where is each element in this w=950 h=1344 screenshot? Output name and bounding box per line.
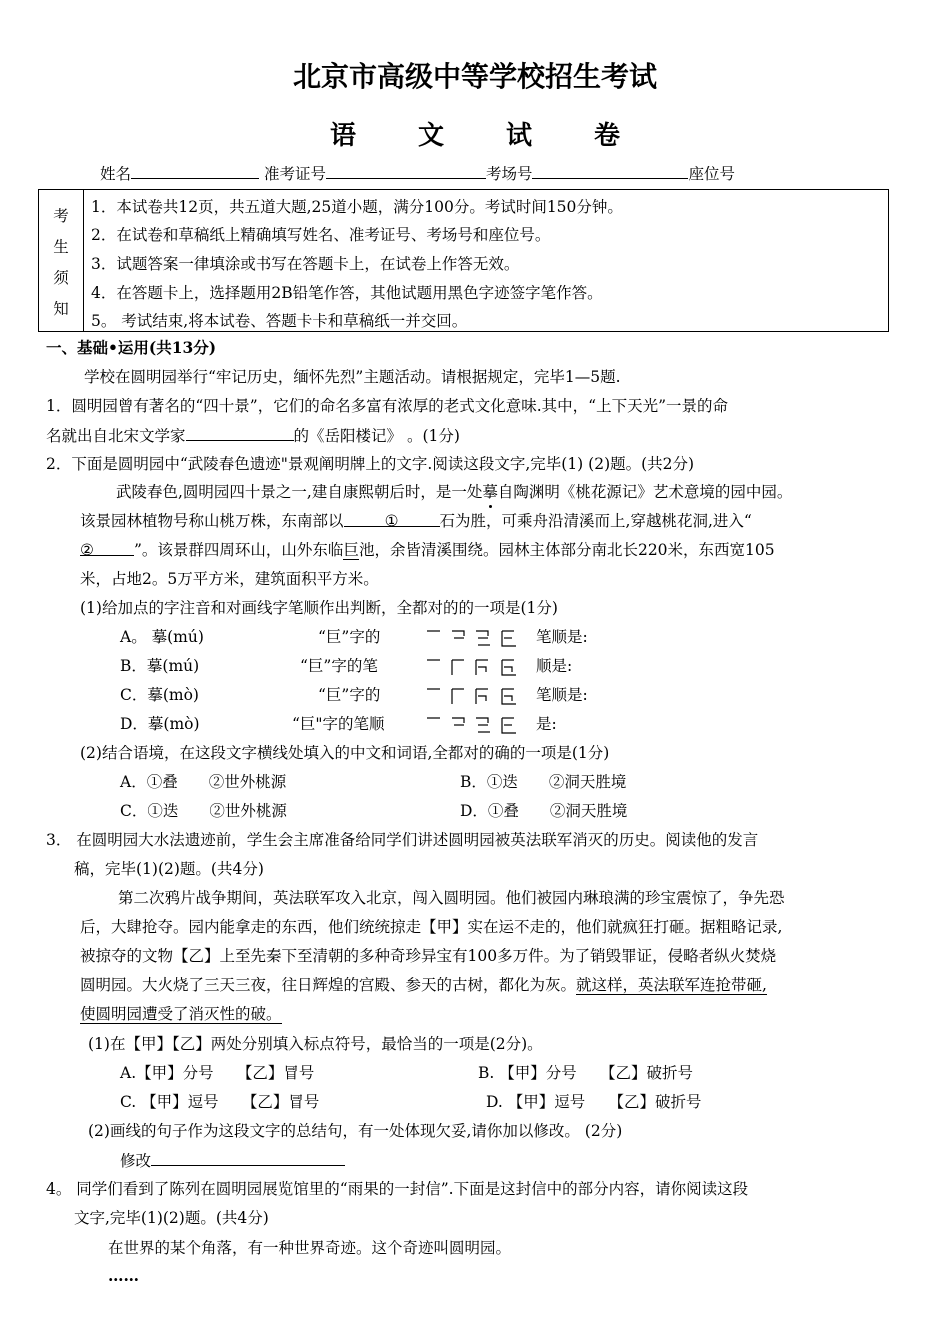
q2-text: 石为胜，可乘舟沿清溪而上,穿越桃花洞,进入“	[439, 512, 752, 530]
q3-text: 圆明园。大火烧了三天三夜，往日辉煌的宫殿、参天的古树，都化为灰。	[80, 976, 577, 994]
q2-sub2: (2)结合语境，在这段文字横线处填入的中文和词语,全都对的确的一项是(1分)	[80, 744, 610, 762]
q2-sub1-option-b-end: 顺是:	[536, 657, 573, 675]
q3-sub1: (1)在【甲】【乙】两处分别填入标点符号，最恰当的一项是(2分)。	[88, 1035, 543, 1053]
notice-side-char: 生	[53, 238, 69, 256]
q3-underlined-sentence: 使圆明园遭受了消灭性的破。	[80, 1005, 282, 1023]
q2-sub1-option-c-text: “巨”字的	[318, 686, 381, 704]
exam-title: 北京市高级中等学校招生考试	[292, 60, 657, 93]
section-intro: 学校在圆明园举行“牢记历史，缅怀先烈”主题活动。请根据规定，完毕1—5题.	[84, 368, 621, 386]
q3-line1: 3． 在圆明园大水法遗迹前，学生会主席准备给同学们讲述圆明园被英法联军消灭的历史。阅读他的发言	[46, 831, 759, 849]
q2-sub1-option-a-end: 笔顺是:	[536, 628, 588, 646]
q3-fix-label: 修改	[120, 1152, 152, 1170]
q2-sub2-option-d[interactable]: D．①叠 ②洞天胜境	[460, 802, 628, 820]
name-label: 姓名	[100, 165, 132, 183]
name-blank[interactable]	[131, 163, 259, 179]
q3-fix-blank[interactable]	[151, 1150, 345, 1166]
room-label: 考场号	[485, 165, 533, 183]
q2-blank-2[interactable]	[80, 540, 134, 559]
q4-line2: 文字,完毕(1)(2)题。(共4分)	[74, 1209, 269, 1227]
q2-blank-1[interactable]	[344, 511, 440, 530]
notice-item: 2．在试卷和草稿纸上精确填写姓名、准考证号、考场号和座位号。	[91, 226, 551, 244]
stroke-order-c	[424, 683, 524, 709]
notice-side-char: 须	[53, 269, 69, 287]
seat-label: 座位号	[688, 165, 735, 183]
room-blank[interactable]	[532, 163, 688, 179]
q3-sub1-option-d[interactable]: D. 【甲】逗号 【乙】破折号	[486, 1093, 702, 1111]
q2-sub2-option-a[interactable]: A．①叠 ②世外桃源	[120, 773, 287, 791]
q1-text: 的《岳阳楼记》 。(1分)	[293, 427, 460, 445]
q2-passage-line: 米，占地2。5万平方米，建筑面积平方米。	[80, 570, 379, 588]
q4-line1: 4。 同学们看到了陈列在圆明园展览馆里的“雨果的一封信”.下面是这封信中的部分内容，请你阅读这段	[46, 1180, 749, 1198]
section-heading: 一、基础•运用(共13分)	[46, 338, 217, 357]
underlined-char: 巨	[343, 541, 359, 559]
notice-side-label	[39, 190, 84, 331]
q2-sub2-option-b[interactable]: B．①迭 ②洞天胜境	[460, 773, 627, 791]
q3-passage-line: 被掠夺的文物【乙】上至先秦下至清朝的多种奇珍异宝有100多万件。为了销毁罪证，侵略者纵火焚烧	[80, 947, 777, 965]
q2-stem: 2．下面是圆明园中“武陵春色遗迹"景观阐明牌上的文字.阅读这段文字,完毕(1) (2)题。(共2分)	[46, 455, 695, 473]
q2-sub1: (1)给加点的字注音和对画线字笔顺作出判断，全都对的的一项是(1分)	[80, 599, 558, 617]
q3-sub1-option-c[interactable]: C. 【甲】逗号 【乙】冒号	[120, 1093, 320, 1111]
candidate-notice-box	[38, 189, 889, 332]
q4-passage-line: 在世界的某个角落，有一种世界奇迹。这个奇迹叫圆明园。	[108, 1239, 512, 1257]
q2-sub1-option-b[interactable]: B．摹(mú)	[120, 657, 200, 675]
stroke-order-a	[424, 625, 524, 651]
notice-item: 4．在答题卡上，选择题用2B铅笔作答，其他试题用黑色字迹签字笔作答。	[91, 284, 603, 302]
q3-passage-line	[80, 975, 767, 995]
q2-passage-line	[80, 540, 775, 560]
q2-text: 该景园林植物号称山桃万株，东南部以	[80, 512, 344, 530]
blank-marker-2: ②	[80, 541, 94, 559]
q3-sub1-option-b[interactable]: B. 【甲】分号 【乙】破折号	[478, 1064, 693, 1082]
exam-subtitle: 语文试卷	[329, 121, 682, 151]
q2-sub1-option-d-end: 是:	[536, 715, 557, 733]
q2-passage-line	[80, 511, 752, 531]
q2-text: 武陵春色,圆明园四十景之一,建自康熙朝后时，是一处	[116, 483, 483, 501]
q2-sub1-option-d-text: “巨"字的笔顺	[292, 715, 385, 733]
stroke-order-d	[424, 712, 524, 738]
q2-text: 自陶渊明《桃花源记》艺术意境的园中园。	[497, 483, 793, 501]
q2-sub1-option-a[interactable]: A。 摹(mú)	[120, 628, 204, 646]
q3-sub2: (2)画线的句子作为这段文字的总结句，有一处体现欠妥,请你加以修改。 (2分)	[88, 1122, 623, 1140]
q1-line2	[46, 425, 460, 446]
q3-sub1-option-a[interactable]: A.【甲】分号 【乙】冒号	[120, 1064, 315, 1082]
exam-number-label: 准考证号	[263, 165, 326, 183]
candidate-info-row	[100, 163, 735, 184]
q3-line2: 稿，完毕(1)(2)题。(共4分)	[74, 860, 264, 878]
notice-side-char: 知	[53, 300, 69, 318]
q1-text: 名就出自北宋文学家	[46, 427, 186, 445]
stroke-order-b	[424, 654, 524, 680]
q2-sub1-option-b-text: “巨”字的笔	[300, 657, 378, 675]
q3-underlined-sentence: 就这样，英法联军连抢带砸,	[576, 976, 767, 994]
q3-passage-line	[80, 1004, 282, 1024]
blank-marker-1: ①	[384, 512, 399, 530]
q2-sub2-option-c[interactable]: C．①迭 ②世外桃源	[120, 802, 287, 820]
notice-item: 5。 考试结束,将本试卷、答题卡卡和草稿纸一并交回。	[91, 312, 468, 330]
q2-text: ”。该景群四周环山，山外东临	[134, 541, 344, 559]
notice-item: 3．试题答案一律填涂或书写在答题卡上，在试卷上作答无效。	[91, 255, 520, 273]
q1-answer-blank[interactable]	[186, 425, 294, 441]
q2-text: 池，余皆清溪围绕。园林主体部分南北长220米，东西宽105	[358, 541, 775, 559]
q3-fix-row	[120, 1150, 345, 1171]
q2-sub1-option-c-end: 笔顺是:	[536, 686, 588, 704]
q3-passage-line: 第二次鸦片战争期间，英法联军攻入北京，闯入圆明园。他们被园内琳琅满的珍宝震惊了，争先恐	[118, 889, 785, 907]
notice-side-char: 考	[53, 207, 69, 225]
q2-sub1-option-d[interactable]: D．摹(mò)	[120, 715, 200, 733]
q3-passage-line: 后，大肆抢夺。园内能拿走的东西，他们统统掠走【甲】实在运不走的，他们就疯狂打砸。据粗略记录,	[80, 918, 783, 936]
q1-line1: 1．圆明园曾有著名的“四十景”，它们的命名多富有浓厚的老式文化意味.其中，“上下天光”一景的命	[46, 397, 728, 415]
notice-item: 1．本试卷共12页，共五道大题,25道小题，满分100分。考试时间150分钟。	[91, 198, 623, 216]
dotted-char: 摹	[482, 483, 498, 501]
q4-ellipsis: ……	[108, 1266, 139, 1285]
q2-passage-line	[116, 482, 792, 502]
q2-sub1-option-a-text: “巨”字的	[318, 628, 381, 646]
q2-sub1-option-c[interactable]: C．摹(mò)	[120, 686, 199, 704]
exam-number-blank[interactable]	[326, 163, 486, 179]
